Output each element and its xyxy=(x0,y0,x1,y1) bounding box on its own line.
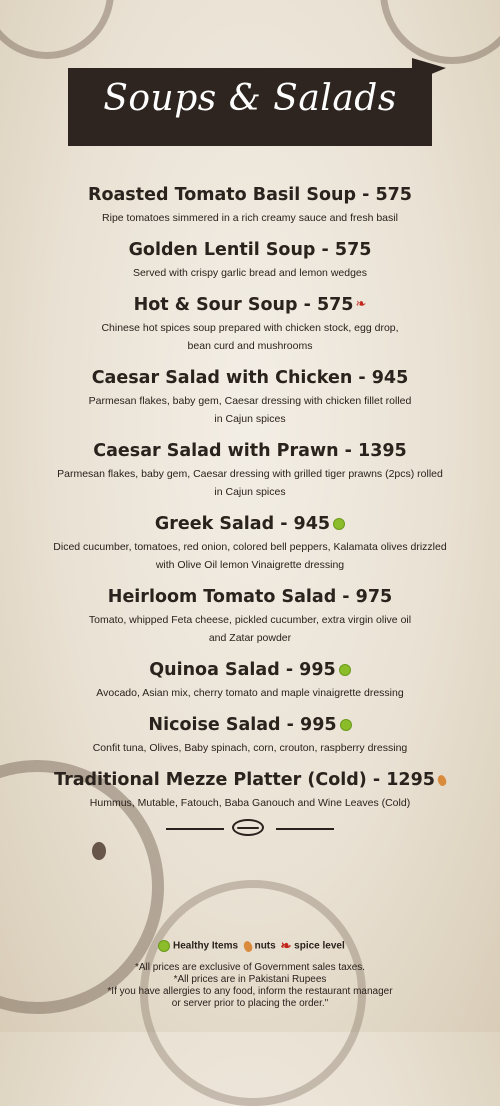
coffee-stain xyxy=(380,0,500,64)
menu-item xyxy=(0,768,500,812)
healthy-icon xyxy=(158,940,170,952)
item-description xyxy=(0,611,500,647)
chili-icon: ❧ xyxy=(355,297,367,312)
description-line: Ripe tomatoes simmered in a rich creamy sauce and fresh basil xyxy=(102,212,398,224)
healthy-icon xyxy=(340,719,352,731)
item-name: Nicoise Salad - 995 xyxy=(148,715,337,735)
description-line: Parmesan flakes, baby gem, Caesar dressing with grilled tiger prawns (2pcs) rolled xyxy=(57,468,443,480)
chili-icon: ❧ xyxy=(280,938,292,953)
item-name: Roasted Tomato Basil Soup - 575 xyxy=(88,185,412,205)
menu-item xyxy=(0,238,500,282)
description-line: Hummus, Mutable, Fatouch, Baba Ganouch and Wine Leaves (Cold) xyxy=(89,797,411,809)
legend-healthy: Healthy Items xyxy=(173,940,239,952)
note-line: *If you have allergies to any food, inform the restaurant manager xyxy=(107,986,393,997)
description-line: Avocado, Asian mix, cherry tomato and maple vinaigrette dressing xyxy=(96,687,404,699)
item-description xyxy=(0,538,500,574)
description-line: in Cajun spices xyxy=(214,413,286,425)
menu-item xyxy=(0,366,500,428)
title-banner xyxy=(68,68,432,146)
coffee-drop xyxy=(92,842,106,860)
item-description xyxy=(0,739,500,757)
menu-item xyxy=(0,658,500,702)
divider-line xyxy=(276,828,334,830)
item-description xyxy=(0,794,500,812)
legend-nuts: nuts xyxy=(254,940,276,952)
healthy-icon xyxy=(339,664,351,676)
menu-item xyxy=(0,183,500,227)
item-title xyxy=(0,658,500,682)
item-title xyxy=(0,439,500,463)
item-name: Golden Lentil Soup - 575 xyxy=(128,240,372,260)
page-title: Soups & Salads xyxy=(103,78,397,119)
item-name: Greek Salad - 945 xyxy=(154,514,331,534)
item-description xyxy=(0,319,500,355)
legend xyxy=(0,938,500,954)
menu-item xyxy=(0,585,500,647)
menu-item xyxy=(0,439,500,501)
item-description xyxy=(0,465,500,501)
legend-spice: spice level xyxy=(294,940,345,952)
healthy-icon xyxy=(333,518,345,530)
description-line: Served with crispy garlic bread and lemon wedges xyxy=(132,267,368,279)
divider-line xyxy=(166,828,224,830)
menu-item xyxy=(0,713,500,757)
divider-ornament xyxy=(166,818,334,838)
description-line: Tomato, whipped Feta cheese, pickled cucumber, extra virgin olive oil xyxy=(88,614,412,626)
description-line: with Olive Oil lemon Vinaigrette dressing xyxy=(155,559,345,571)
coffee-stain xyxy=(0,0,114,59)
description-line: bean curd and mushrooms xyxy=(187,340,313,352)
item-title xyxy=(0,366,500,390)
nut-icon xyxy=(436,773,447,786)
item-title xyxy=(0,585,500,609)
item-description xyxy=(0,392,500,428)
nut-icon xyxy=(242,939,253,952)
item-title xyxy=(0,512,500,536)
description-line: in Cajun spices xyxy=(214,486,286,498)
description-line: Chinese hot spices soup prepared with chicken stock, egg drop, xyxy=(101,322,399,334)
description-line: and Zatar powder xyxy=(208,632,292,644)
item-title xyxy=(0,713,500,737)
note-line: *All prices are exclusive of Government sales taxes. xyxy=(134,962,366,973)
item-title xyxy=(0,768,500,792)
item-title xyxy=(0,183,500,207)
item-description xyxy=(0,684,500,702)
item-name: Caesar Salad with Chicken - 945 xyxy=(91,368,409,388)
description-line: Diced cucumber, tomatoes, red onion, colored bell peppers, Kalamata olives drizzled xyxy=(53,541,447,553)
description-line: Parmesan flakes, baby gem, Caesar dressing with chicken fillet rolled xyxy=(88,395,412,407)
note-line: or server prior to placing the order." xyxy=(171,998,329,1009)
coffee-bean-icon xyxy=(232,819,264,836)
item-title xyxy=(0,293,500,317)
description-line: Confit tuna, Olives, Baby spinach, corn, crouton, raspberry dressing xyxy=(92,742,408,754)
item-name: Caesar Salad with Prawn - 1395 xyxy=(93,441,407,461)
footnotes xyxy=(0,962,500,1010)
note-line: *All prices are in Pakistani Rupees xyxy=(173,974,327,985)
menu-item xyxy=(0,293,500,355)
menu-list xyxy=(0,183,500,823)
item-name: Heirloom Tomato Salad - 975 xyxy=(107,587,393,607)
item-name: Quinoa Salad - 995 xyxy=(149,660,336,680)
item-name: Hot & Sour Soup - 575 xyxy=(133,295,354,315)
item-description xyxy=(0,209,500,227)
item-title xyxy=(0,238,500,262)
menu-item xyxy=(0,512,500,574)
item-description xyxy=(0,264,500,282)
item-name: Traditional Mezze Platter (Cold) - 1295 xyxy=(54,770,435,790)
